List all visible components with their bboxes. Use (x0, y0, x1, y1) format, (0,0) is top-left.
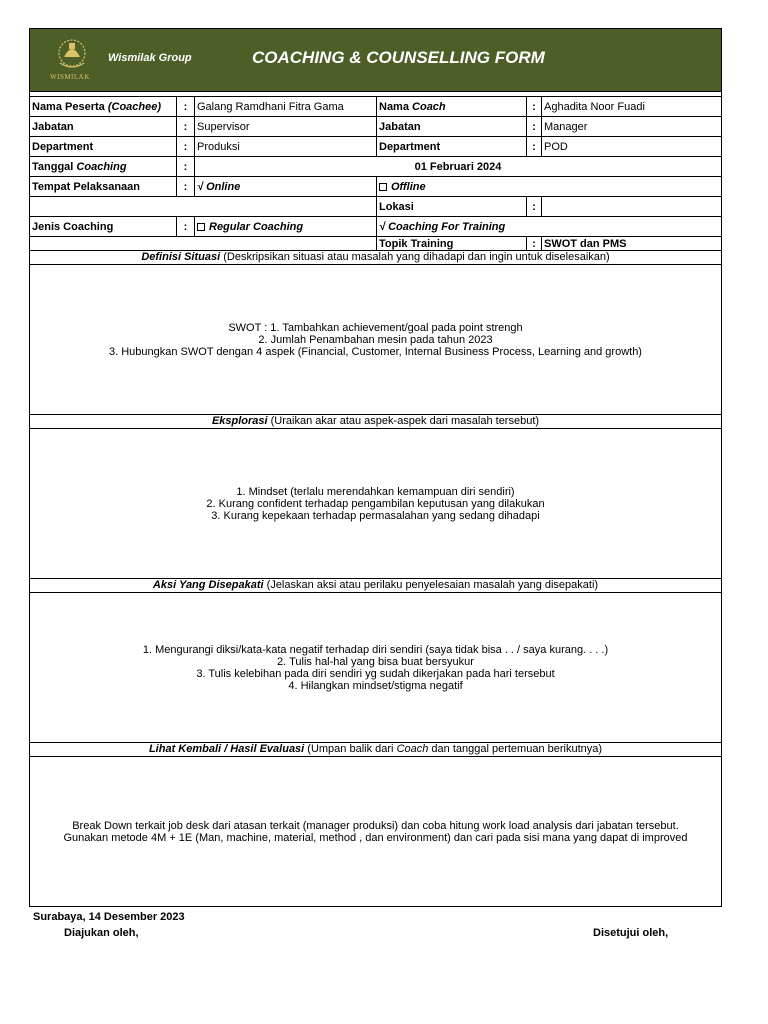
regular-option[interactable]: Regular Coaching (195, 217, 377, 236)
colon: : (177, 157, 195, 176)
eksplorasi-body (30, 429, 721, 579)
training-option[interactable]: √ Coaching For Training (379, 220, 506, 233)
topik-label: Topik Training (377, 237, 527, 250)
tanggal-label: Tanggal Coaching (30, 157, 177, 176)
jenis-label: Jenis Coaching (30, 217, 177, 236)
definisi-line: SWOT : 1. Tambahkan achievement/goal pada point strengh (228, 321, 523, 334)
definisi-heading: Definisi Situasi (Deskripsikan situasi atau masalah yang dihadapi dan ingin untuk diselesaikan) (30, 251, 721, 265)
jabatan-coach: Manager (544, 120, 588, 133)
aksi-line: 2. Tulis hal-hal yang bisa buat bersyukur (277, 655, 474, 668)
form-title: COACHING & COUNSELLING FORM (252, 48, 545, 67)
colon: : (177, 117, 195, 136)
row-jabatan (30, 117, 721, 137)
jabatan-peserta: Supervisor (195, 117, 377, 136)
evaluasi-body (30, 757, 721, 906)
logo-text: WISMILAK (50, 73, 90, 81)
row-jenis (30, 217, 721, 237)
lokasi-label: Lokasi (377, 197, 527, 216)
online-option[interactable]: √ Online (195, 177, 377, 196)
peserta-value: Galang Ramdhani Fitra Gama (195, 97, 377, 116)
department-peserta: Produksi (195, 137, 377, 156)
row-tempat (30, 177, 721, 197)
topik-value: SWOT dan PMS (544, 237, 627, 250)
colon: : (177, 97, 195, 116)
definisi-line: 2. Jumlah Penambahan mesin pada tahun 2023 (258, 333, 493, 346)
evaluasi-line: Break Down terkait job desk dari atasan terkait (manager produksi) dan coba hitung work load analysis dari jabatan tersebut. (72, 819, 679, 832)
aksi-line: 4. Hilangkan mindset/stigma negatif (288, 679, 463, 692)
aksi-body (30, 593, 721, 743)
offline-option[interactable]: Offline (377, 177, 721, 196)
place-date: Surabaya, 14 Desember 2023 (33, 911, 185, 923)
coaching-form (29, 28, 722, 907)
eksplorasi-line: 3. Kurang kepekaan terhadap permasalahan yang sedang dihadapi (211, 509, 540, 522)
peserta-label: Nama Peserta (Coachee) (30, 97, 177, 116)
colon: : (177, 217, 195, 236)
row-department (30, 137, 721, 157)
colon: : (527, 117, 542, 136)
row-nama (30, 97, 721, 117)
jabatan-label: Jabatan (30, 117, 177, 136)
colon: : (177, 177, 195, 196)
aksi-heading: Aksi Yang Disepakati (Jelaskan aksi atau perilaku penyelesaian masalah yang disepakati) (30, 579, 721, 593)
row-tanggal (30, 157, 721, 177)
checkbox-empty-icon (197, 223, 205, 231)
checkbox-empty-icon (379, 183, 387, 191)
topik-spacer (30, 237, 377, 250)
evaluasi-line: Gunakan metode 4M + 1E (Man, machine, material, method , dan environment) dan cari pada sisi mana yang dapat di improved (63, 831, 688, 844)
eksplorasi-heading: Eksplorasi (Uraikan akar atau aspek-aspek dari masalah tersebut) (30, 415, 721, 429)
definisi-line: 3. Hubungkan SWOT dengan 4 aspek (Financial, Customer, Internal Business Process, Learning and growth) (109, 345, 642, 358)
evaluasi-heading: Lihat Kembali / Hasil Evaluasi (Umpan balik dari Coach dan tanggal pertemuan berikutnya) (30, 743, 721, 757)
definisi-body (30, 265, 721, 415)
department-coach: POD (544, 140, 568, 153)
department-label: Department (30, 137, 177, 156)
tempat-label: Tempat Pelaksanaan (30, 177, 177, 196)
department-coach-label: Department (377, 137, 527, 156)
tanggal-value: 01 Februari 2024 (414, 160, 502, 173)
colon: : (527, 197, 542, 216)
jabatan-coach-label: Jabatan (377, 117, 527, 136)
diajukan-label: Diajukan oleh, (64, 927, 139, 939)
colon: : (527, 237, 542, 250)
colon: : (527, 137, 542, 156)
coach-label: Nama Coach (377, 97, 527, 116)
colon: : (527, 97, 542, 116)
lokasi-value[interactable] (542, 197, 721, 216)
row-lokasi (30, 197, 721, 217)
coach-value: Aghadita Noor Fuadi (544, 100, 645, 113)
aksi-line: 1. Mengurangi diksi/kata-kata negatif terhadap diri sendiri (saya tidak bisa . . / saya kurang. . . .) (142, 643, 609, 656)
eksplorasi-line: 1. Mindset (terlalu merendahkan kemampuan diri sendiri) (236, 485, 515, 498)
aksi-line: 3. Tulis kelebihan pada diri sendiri yg sudah dikerjakan pada hari tersebut (196, 667, 555, 680)
brand-name: Wismilak Group (108, 52, 192, 64)
eksplorasi-line: 2. Kurang confident terhadap pengambilan keputusan yang dilakukan (206, 497, 545, 510)
form-header (30, 29, 721, 92)
disetujui-label: Disetujui oleh, (593, 927, 669, 939)
colon: : (177, 137, 195, 156)
lokasi-spacer (30, 197, 377, 216)
row-topik (30, 237, 721, 251)
